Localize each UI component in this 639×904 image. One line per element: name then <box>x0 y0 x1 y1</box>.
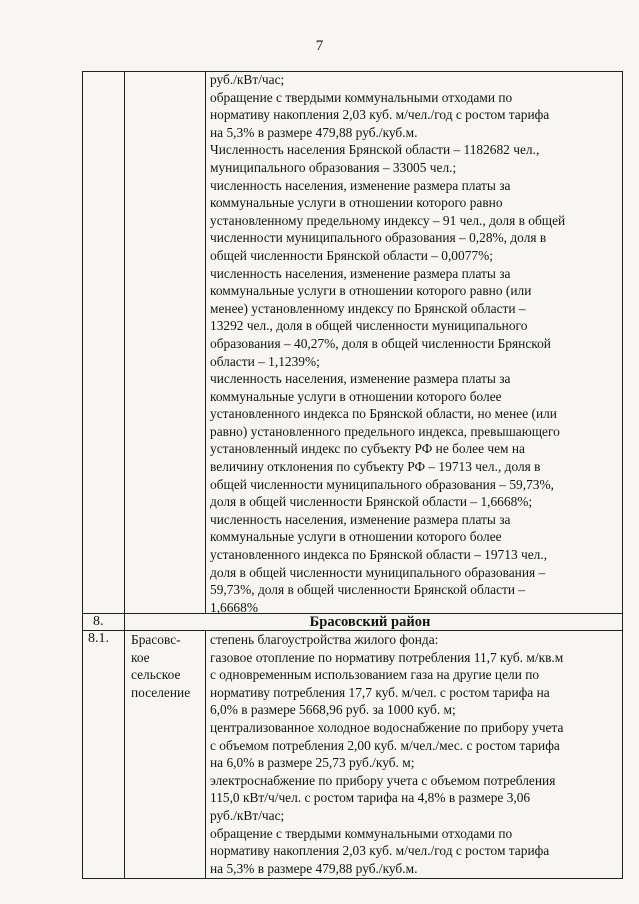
text-line: установленного индекса по Брянской области – 19713 чел., <box>210 547 548 563</box>
text-line: поселение <box>131 684 191 700</box>
text-line: на 6,0% в размере 25,73 руб./куб. м; <box>210 755 415 771</box>
text-line: равно) установленного предельного индекса, превышающего <box>210 423 560 439</box>
text-line: руб./кВт/час; <box>210 72 285 87</box>
text-line: численности муниципального образования – 0,28%, доля в <box>210 230 547 246</box>
text-line: установленный индекс по субъекту РФ не более чем на <box>210 441 525 457</box>
text-line: на 5,3% в размере 479,88 руб./куб.м. <box>210 860 418 876</box>
text-line: централизованное холодное водоснабжение по прибору учета <box>210 719 564 735</box>
text-line: обращение с твердыми коммунальными отходами по <box>210 825 513 841</box>
column-divider-number <box>124 71 125 879</box>
text-line: коммунальные услуги в отношении которого более <box>210 529 502 545</box>
text-line: общей численности Брянской области – 0,0077%; <box>210 247 493 263</box>
page-number: 7 <box>315 38 324 54</box>
text-line: менее) установленному индексу по Брянской области – <box>210 300 526 316</box>
text-line: численность населения, изменение размера платы за <box>210 371 511 387</box>
table-bottom-border <box>82 878 623 879</box>
text-line: муниципального образования – 33005 чел.; <box>210 159 457 175</box>
text-line: Численность населения Брянской области – 1182682 чел., <box>210 142 540 158</box>
text-line: области – 1,1239%; <box>210 353 320 369</box>
text-line: общей численности муниципального образования – 59,73%, <box>210 476 554 492</box>
settlement-text <box>210 631 620 877</box>
text-line: с одновременным использованием газа на другие цели по <box>210 667 540 683</box>
text-line: сельское <box>131 667 181 683</box>
text-line: 13292 чел., доля в общей численности муниципального <box>210 318 528 334</box>
text-line: образования – 40,27%, доля в общей численности Брянской <box>210 335 551 351</box>
text-line: численность населения, изменение размера платы за <box>210 177 511 193</box>
text-line: Брасовс- <box>131 632 181 647</box>
text-line: 6,0% в размере 5668,96 руб. за 1000 куб. м; <box>210 702 456 718</box>
settlement-row-number: 8.1. <box>88 631 109 646</box>
text-line: нормативу потребления 17,7 куб. м/чел. с ростом тарифа на <box>210 684 550 700</box>
text-line: степень благоустройства жилого фонда: <box>210 632 439 647</box>
text-line: кое <box>131 649 150 665</box>
text-line: электроснабжение по прибору учета с объемом потребления <box>210 772 556 788</box>
table-left-border <box>82 71 83 879</box>
district-title: Брасовский район <box>309 614 431 630</box>
text-line: коммунальные услуги в отношении которого равно <box>210 195 503 211</box>
settlement-name <box>131 631 190 701</box>
text-line: 1,6668% <box>210 599 258 615</box>
column-divider-name-upper <box>205 71 206 614</box>
text-line: численность населения, изменение размера платы за <box>210 265 511 281</box>
column-divider-name-lower <box>205 630 206 879</box>
text-line: нормативу накопления 2,03 куб. м/чел./год с ростом тарифа <box>210 107 550 123</box>
text-line: доля в общей численности муниципального образования – <box>210 564 546 580</box>
table-right-border <box>622 71 623 879</box>
text-line: на 5,3% в размере 479,88 руб./куб.м. <box>210 124 418 140</box>
text-line: нормативу накопления 2,03 куб. м/чел./год с ростом тарифа <box>210 843 550 859</box>
text-line: обращение с твердыми коммунальными отходами по <box>210 89 513 105</box>
text-line: с объемом потребления 2,00 куб. м/чел./мес. с ростом тарифа <box>210 737 560 753</box>
text-line: 59,73%, доля в общей численности Брянской области – <box>210 582 526 598</box>
text-line: коммунальные услуги в отношении которого равно (или <box>210 283 532 299</box>
text-line: 115,0 кВт/ч/чел. с ростом тарифа на 4,8% в размере 3,06 <box>210 790 531 806</box>
text-line: установленному предельному индексу – 91 чел., доля в общей <box>210 212 566 228</box>
text-line: руб./кВт/час; <box>210 807 285 823</box>
text-line: коммунальные услуги в отношении которого более <box>210 388 502 404</box>
text-line: газовое отопление по нормативу потребления 11,7 куб. м/кв.м <box>210 649 564 665</box>
text-line: установленного индекса по Брянской области, но менее (или <box>210 406 557 422</box>
text-line: величину отклонения по субъекту РФ – 19713 чел., доля в <box>210 459 541 475</box>
continuation-text <box>210 71 620 616</box>
text-line: численность населения, изменение размера платы за <box>210 511 511 527</box>
text-line: доля в общей численности Брянской области – 1,6668%; <box>210 494 533 510</box>
district-row-number: 8. <box>93 614 104 629</box>
